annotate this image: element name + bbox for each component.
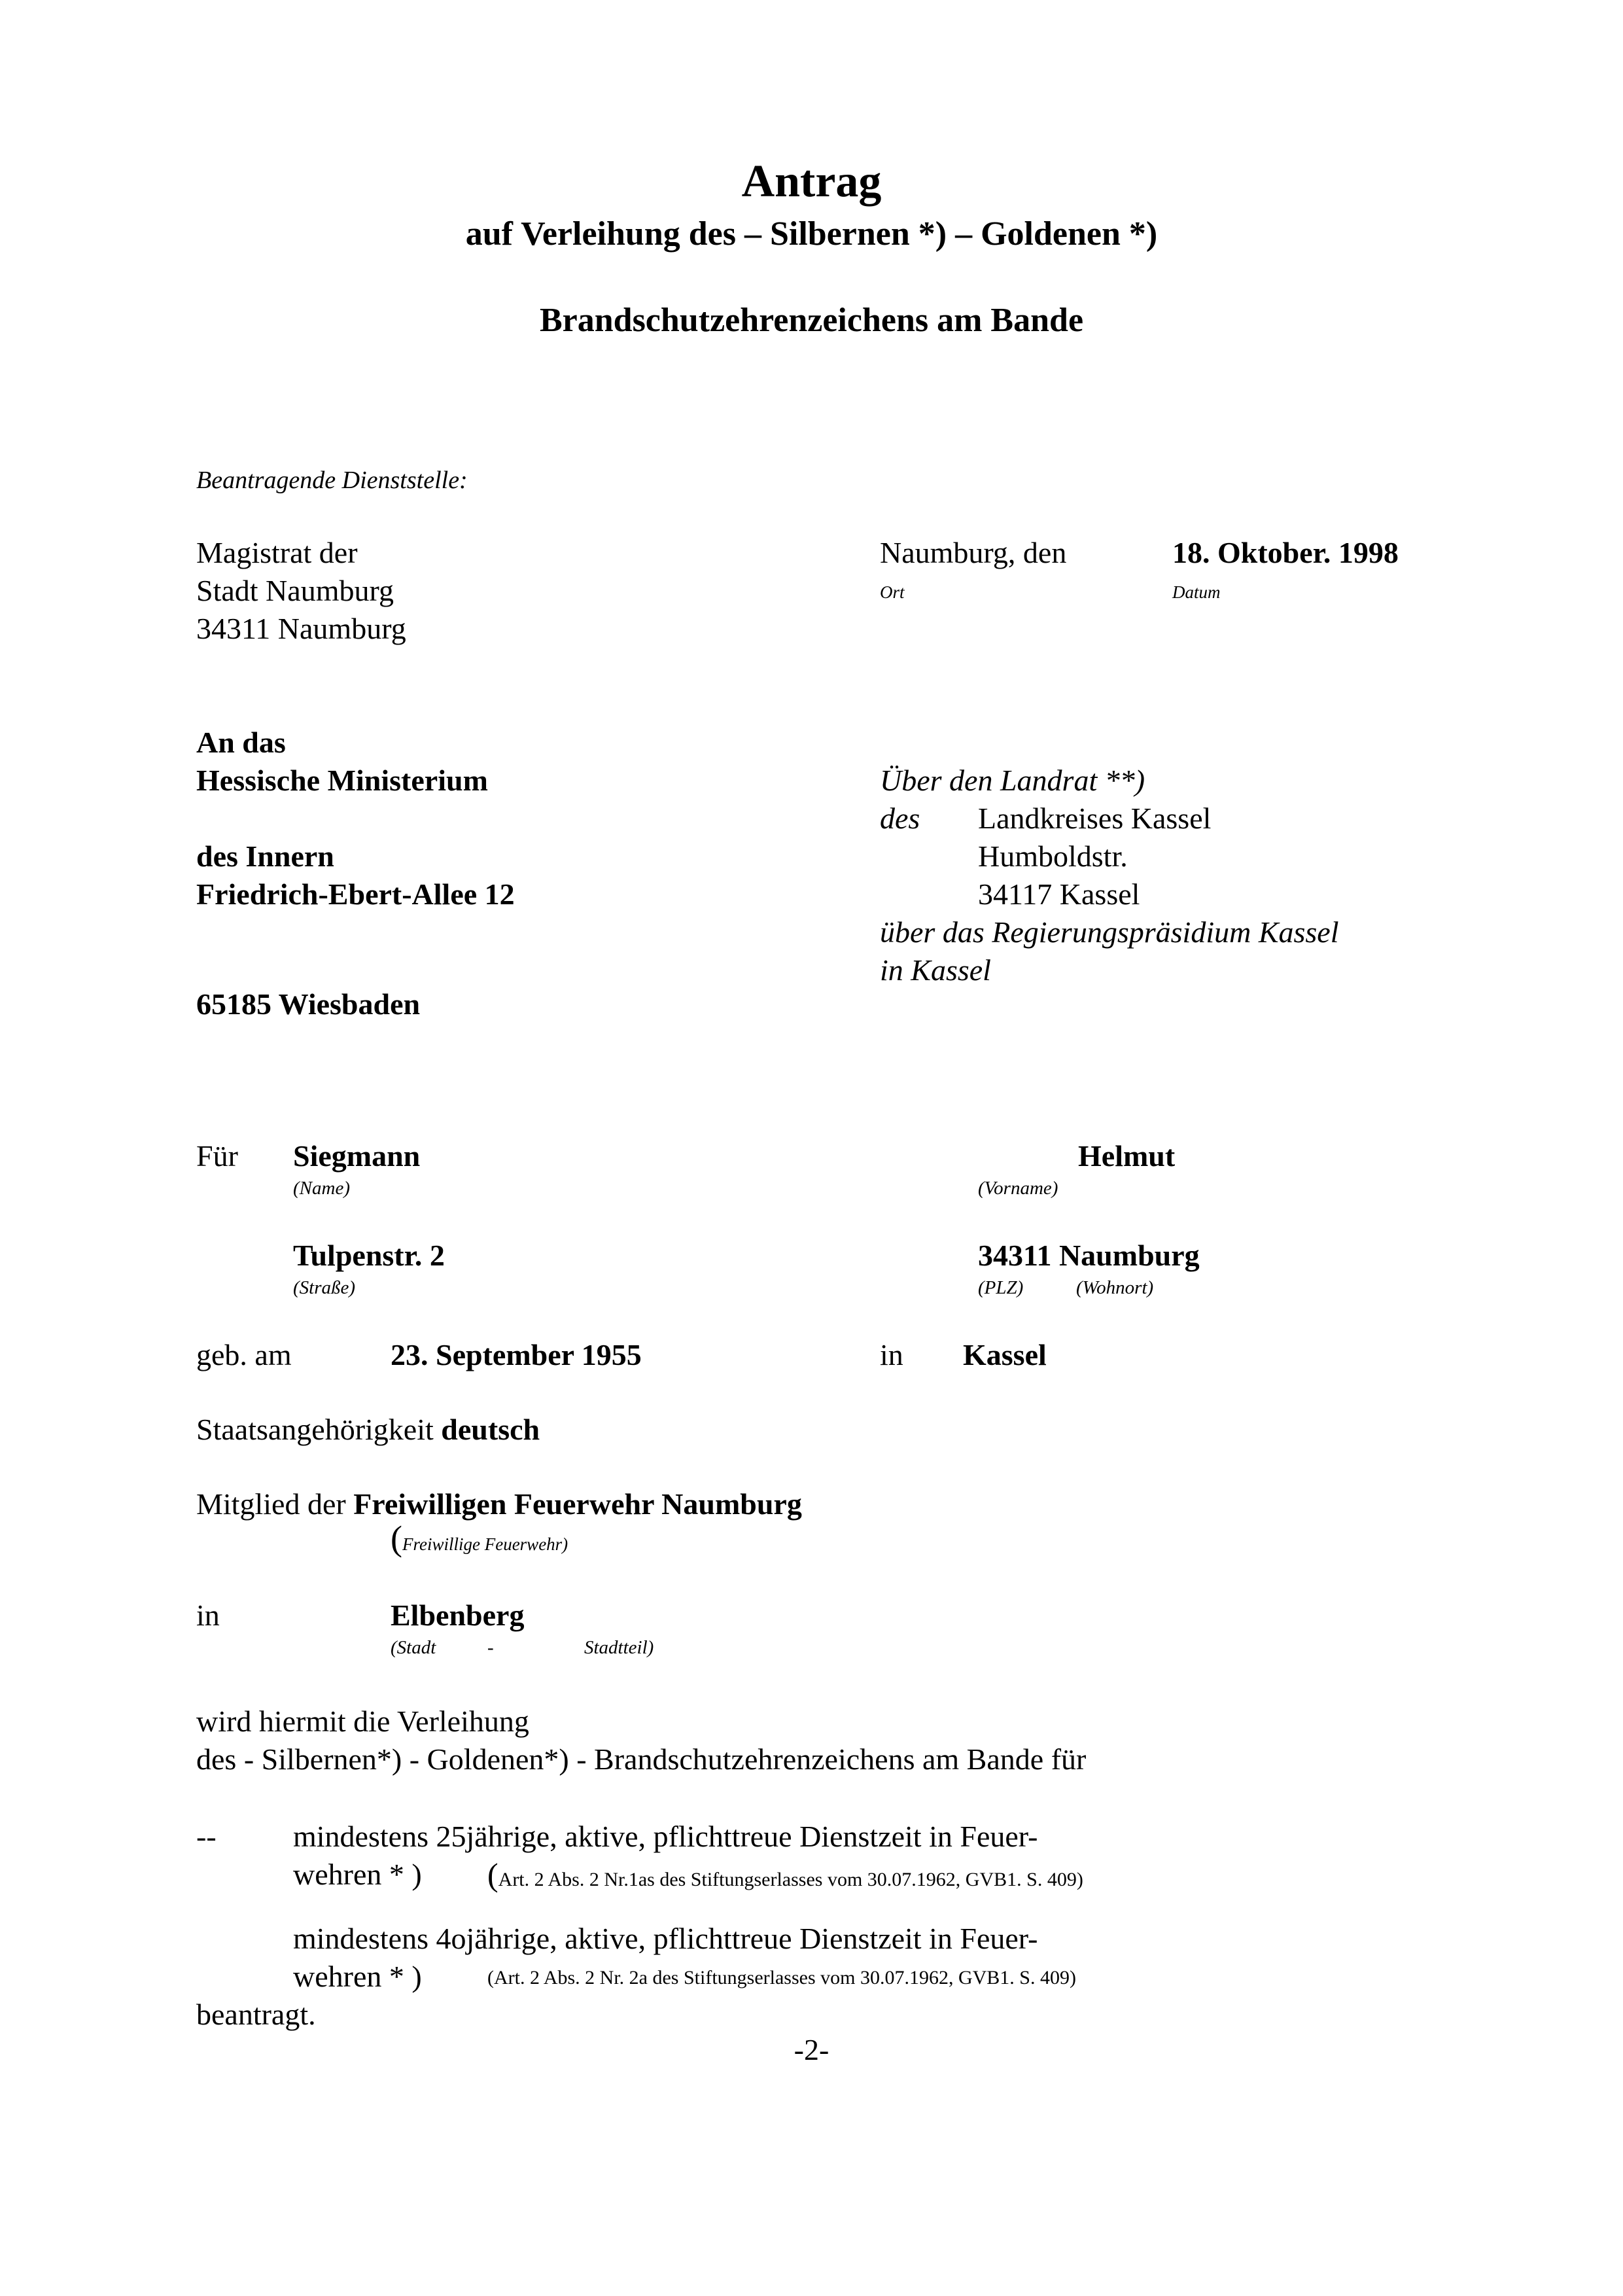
via-des: des <box>880 802 920 835</box>
nationality-label: Staatsangehörigkeit <box>196 1413 434 1446</box>
via-line-5: über das Regierungspräsidium Kassel <box>880 915 1339 949</box>
place-label: Ort <box>880 582 905 602</box>
nationality-row <box>196 1412 540 1447</box>
person-street: Tulpenstr. 2 <box>293 1239 445 1272</box>
sender-line-1: Magistrat der <box>196 536 358 569</box>
district-label-teil: Stadtteil) <box>584 1637 654 1658</box>
born-date: 23. September 1955 <box>391 1338 642 1371</box>
born-label: geb. am <box>196 1338 292 1371</box>
sender-line-3: 34311 Naumburg <box>196 612 406 645</box>
district-label-dash: - <box>487 1637 494 1658</box>
via-line-4: 34117 Kassel <box>978 877 1140 911</box>
request-line-1: wird hiermit die Verleihung <box>196 1704 529 1738</box>
via-line-1: Über den Landrat **) <box>880 764 1145 797</box>
member-row <box>196 1487 802 1521</box>
person-name: Siegmann <box>293 1139 421 1173</box>
item-1-paren: ( <box>487 1856 498 1893</box>
sender-line-2: Stadt Naumburg <box>196 574 394 607</box>
wohnort-label: (Wohnort) <box>1076 1277 1154 1298</box>
person-vorname: Helmut <box>1078 1139 1176 1173</box>
item-1-line-2: wehren * ) <box>293 1858 422 1891</box>
item-2-line-2: wehren * ) <box>293 1960 422 1993</box>
member-label: Mitglied der <box>196 1487 346 1521</box>
document-subtitle: auf Verleihung des – Silbernen *) – Goldenen *) <box>465 215 1158 253</box>
request-line-2: des - Silbernen*) - Goldenen*) - Brandschutzehrenzeichens am Bande für <box>196 1742 1087 1776</box>
recipient-line-4: Friedrich-Ebert-Allee 12 <box>196 877 515 911</box>
via-line-6: in Kassel <box>880 953 991 987</box>
item-1-citation-row <box>487 1856 1083 1894</box>
person-city: 34311 Naumburg <box>978 1239 1200 1272</box>
born-place: Kassel <box>963 1338 1047 1371</box>
document-title: Antrag <box>741 156 882 207</box>
recipient-line-1: An das <box>196 726 286 759</box>
born-in-label: in <box>880 1338 903 1371</box>
district-in-label: in <box>196 1598 220 1632</box>
member-sublabel-paren: ( <box>391 1519 402 1558</box>
nationality-value: deutsch <box>441 1413 540 1446</box>
page-number: -2- <box>794 2033 829 2066</box>
date-label: Datum <box>1172 582 1221 602</box>
fuer-label: Für <box>196 1139 238 1173</box>
recipient-line-3: des Innern <box>196 839 334 873</box>
recipient-line-5: 65185 Wiesbaden <box>196 987 421 1021</box>
district-label-stadt: (Stadt <box>391 1637 436 1658</box>
item-2-line-1: mindestens 4ojährige, aktive, pflichttreue Dienstzeit in Feuer- <box>293 1922 1038 1955</box>
item-dash: -- <box>196 1820 217 1853</box>
member-sublabel-row <box>391 1518 568 1559</box>
street-label: (Straße) <box>293 1277 356 1298</box>
document-subtitle-2: Brandschutzehrenzeichens am Bande <box>539 302 1084 339</box>
date-value: 18. Oktober. 1998 <box>1172 536 1399 569</box>
item-1-line-1: mindestens 25jährige, aktive, pflichttreue Dienstzeit in Feuer- <box>293 1820 1038 1853</box>
item-1-citation: Art. 2 Abs. 2 Nr.1as des Stiftungserlasses vom 30.07.1962, GVB1. S. 409) <box>498 1869 1083 1890</box>
place-text: Naumburg, den <box>880 536 1067 569</box>
vorname-label: (Vorname) <box>978 1178 1058 1199</box>
member-sublabel: Freiwillige Feuerwehr) <box>402 1534 568 1554</box>
via-line-3: Humboldstr. <box>978 839 1128 873</box>
closing-text: beantragt. <box>196 1998 316 2031</box>
plz-label: (PLZ) <box>978 1277 1024 1298</box>
recipient-line-2: Hessische Ministerium <box>196 764 488 797</box>
item-2-citation: (Art. 2 Abs. 2 Nr. 2a des Stiftungserlasses vom 30.07.1962, GVB1. S. 409) <box>487 1967 1076 1988</box>
name-label: (Name) <box>293 1178 350 1199</box>
via-line-2: Landkreises Kassel <box>978 802 1212 835</box>
sender-label: Beantragende Dienststelle: <box>196 467 468 494</box>
district-value: Elbenberg <box>391 1598 525 1632</box>
member-value: Freiwilligen Feuerwehr Naumburg <box>353 1487 802 1521</box>
